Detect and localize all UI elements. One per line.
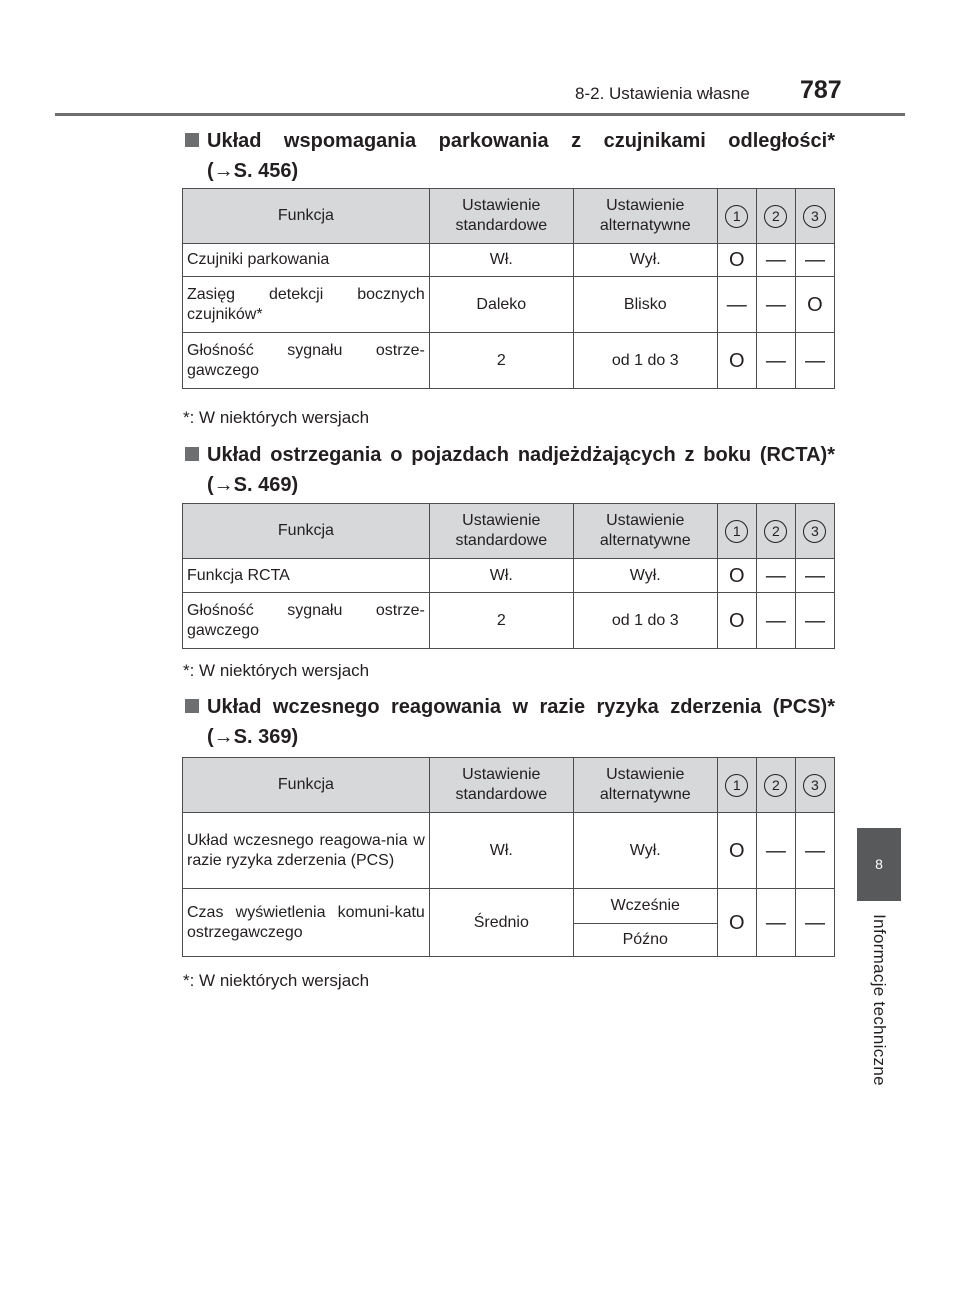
header-rule	[55, 113, 905, 116]
page-number: 787	[800, 76, 842, 104]
cell-alt: Wył.	[573, 559, 717, 593]
cell-std: Wł.	[429, 244, 573, 277]
table-row	[183, 889, 835, 924]
cell-std: Wł.	[429, 559, 573, 593]
cell-func: Czas wyświetlenia komuni-katu ostrzegawczego	[183, 889, 430, 957]
table-row	[183, 333, 835, 389]
square-bullet-icon	[185, 447, 199, 461]
cell-alt: Późno	[573, 924, 717, 957]
cell-func: Funkcja RCTA	[183, 559, 430, 593]
cell-mark-1: O	[717, 244, 756, 277]
cell-std: 2	[429, 333, 573, 389]
cell-mark-3: —	[795, 813, 834, 889]
col-header-method-3: 3	[795, 504, 834, 559]
cell-std: Wł.	[429, 813, 573, 889]
cell-mark-1: O	[717, 559, 756, 593]
cell-mark-3: O	[795, 277, 834, 333]
col-header-func: Funkcja	[183, 758, 430, 813]
col-header-std: Ustawienie standardowe	[429, 189, 573, 244]
cell-alt: Wcześnie	[573, 889, 717, 924]
table-header-row	[183, 189, 835, 244]
cell-func: Układ wczesnego reagowa-nia w razie ryzyka zderzenia (PCS)	[183, 813, 430, 889]
table-row	[183, 593, 835, 649]
col-header-method-2: 2	[756, 189, 795, 244]
col-header-func: Funkcja	[183, 189, 430, 244]
footnote: *: W niektórych wersjach	[183, 971, 370, 990]
col-header-method-1: 1	[717, 189, 756, 244]
cell-std: 2	[429, 593, 573, 649]
section-title-rcta: Układ ostrzegania o pojazdach nadjeżdżających z boku (RCTA)* (→S. 469)	[185, 440, 835, 500]
table-row	[183, 277, 835, 333]
cell-mark-3: —	[795, 559, 834, 593]
cell-alt: od 1 do 3	[573, 593, 717, 649]
cell-mark-3: —	[795, 593, 834, 649]
cell-func: Zasięg detekcji bocznych czujników*	[183, 277, 430, 333]
cell-mark-1: —	[717, 277, 756, 333]
chapter-number: 8	[875, 856, 883, 872]
section-title-pcs: Układ wczesnego reagowania w razie ryzyka zderzenia (PCS)* (→S. 369)	[185, 692, 835, 752]
col-header-alt: Ustawienie alternatywne	[573, 758, 717, 813]
cell-mark-1: O	[717, 333, 756, 389]
cell-alt: Wył.	[573, 244, 717, 277]
col-header-method-1: 1	[717, 504, 756, 559]
cell-mark-1: O	[717, 813, 756, 889]
col-header-std: Ustawienie standardowe	[429, 504, 573, 559]
col-header-method-3: 3	[795, 758, 834, 813]
cell-alt: od 1 do 3	[573, 333, 717, 389]
col-header-alt: Ustawienie alternatywne	[573, 504, 717, 559]
col-header-method-3: 3	[795, 189, 834, 244]
cell-std: Daleko	[429, 277, 573, 333]
cell-alt: Blisko	[573, 277, 717, 333]
settings-table-pcs	[182, 757, 835, 957]
cell-func: Głośność sygnału ostrze-gawczego	[183, 333, 430, 389]
cell-mark-3: —	[795, 244, 834, 277]
cell-mark-1: O	[717, 889, 756, 957]
table-header-row	[183, 758, 835, 813]
cell-std: Średnio	[429, 889, 573, 957]
table-row	[183, 244, 835, 277]
cell-mark-2: —	[756, 889, 795, 957]
cell-func: Czujniki parkowania	[183, 244, 430, 277]
cell-mark-3: —	[795, 889, 834, 957]
col-header-method-2: 2	[756, 504, 795, 559]
square-bullet-icon	[185, 133, 199, 147]
cell-mark-1: O	[717, 593, 756, 649]
table-row	[183, 559, 835, 593]
col-header-std: Ustawienie standardowe	[429, 758, 573, 813]
col-header-method-2: 2	[756, 758, 795, 813]
cell-alt: Wył.	[573, 813, 717, 889]
cell-mark-2: —	[756, 244, 795, 277]
section-title-parking-sensors: Układ wspomagania parkowania z czujnikami odległości* (→S. 456)	[185, 126, 835, 186]
col-header-func: Funkcja	[183, 504, 430, 559]
settings-table-parking-sensors	[182, 188, 835, 389]
cell-mark-2: —	[756, 593, 795, 649]
chapter-tab	[857, 828, 901, 901]
square-bullet-icon	[185, 699, 199, 713]
cell-mark-2: —	[756, 559, 795, 593]
chapter-label: Informacje techniczne	[870, 914, 889, 1086]
settings-table-rcta	[182, 503, 835, 649]
footnote: *: W niektórych wersjach	[183, 408, 370, 427]
cell-mark-2: —	[756, 813, 795, 889]
cell-func: Głośność sygnału ostrze-gawczego	[183, 593, 430, 649]
cell-mark-2: —	[756, 333, 795, 389]
col-header-method-1: 1	[717, 758, 756, 813]
cell-mark-3: —	[795, 333, 834, 389]
cell-mark-2: —	[756, 277, 795, 333]
footnote: *: W niektórych wersjach	[183, 661, 370, 680]
table-header-row	[183, 504, 835, 559]
col-header-alt: Ustawienie alternatywne	[573, 189, 717, 244]
running-header: 8-2. Ustawienia własne	[575, 84, 750, 103]
table-row	[183, 813, 835, 889]
